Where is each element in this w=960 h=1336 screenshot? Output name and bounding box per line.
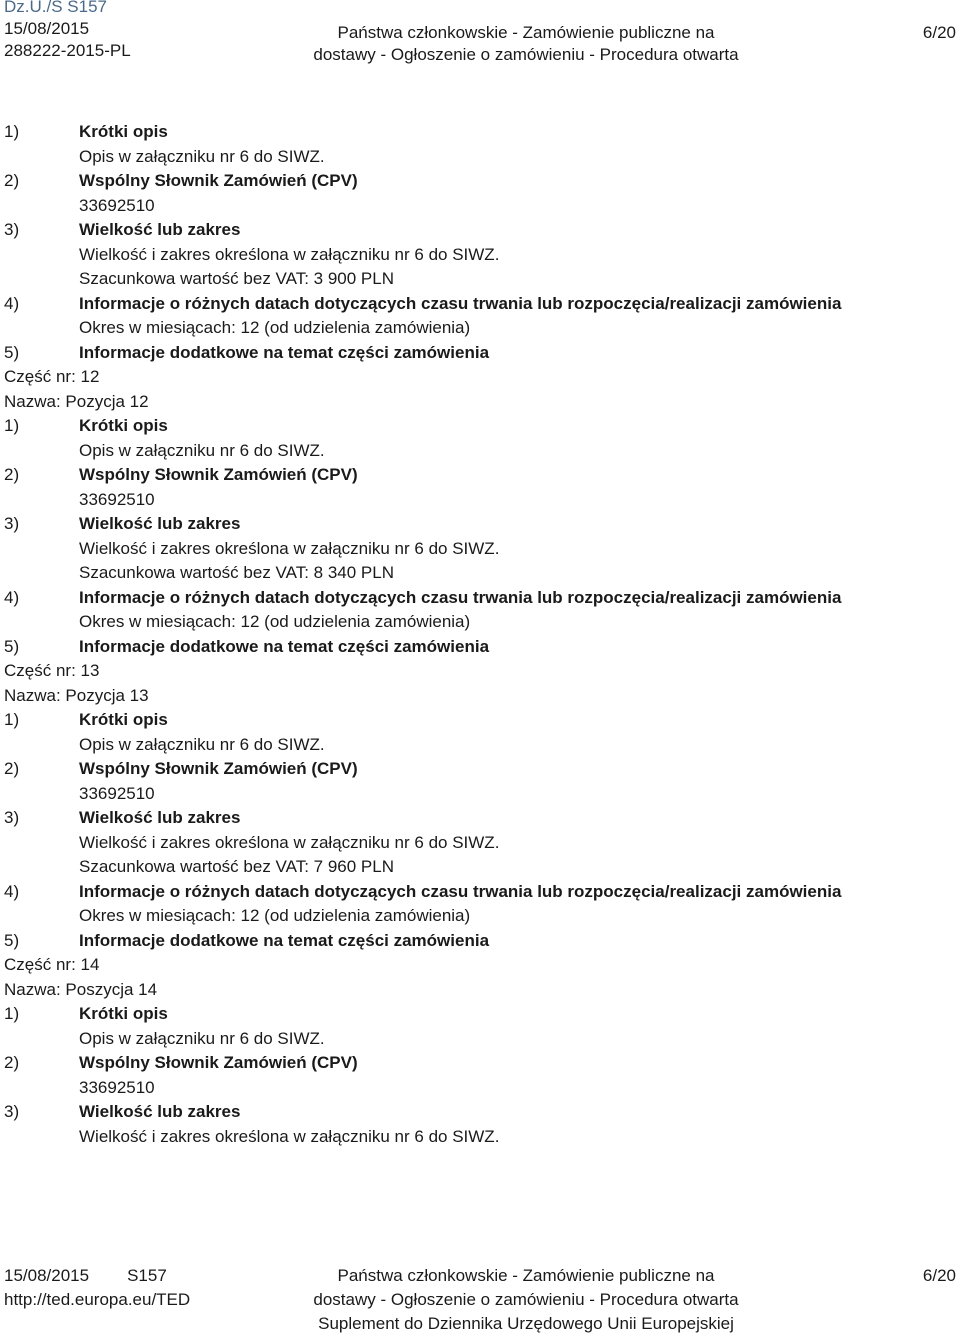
item-heading: Informacje dodatkowe na temat części zamówienia (79, 636, 490, 656)
text-line (4, 684, 954, 709)
item-value: Wielkość i zakres określona w załączniku nr 6 do SIWZ. (79, 538, 500, 558)
text-line (4, 439, 954, 464)
text-line (4, 561, 954, 586)
item-value: 33692510 (79, 489, 155, 509)
item-heading: Informacje dodatkowe na temat części zamówienia (79, 930, 490, 950)
item-value: Opis w załączniku nr 6 do SIWZ. (79, 734, 325, 754)
text-line (4, 610, 954, 635)
item-number: 3) (4, 514, 20, 533)
text-line (4, 414, 954, 439)
item-number: 5) (4, 930, 20, 950)
text-line (4, 365, 954, 390)
text-line (4, 341, 954, 366)
item-heading: Wspólny Słownik Zamówień (CPV) (79, 759, 358, 778)
text-line (4, 463, 954, 488)
text-line (4, 855, 954, 880)
item-value: Okres w miesiącach: 12 (od udzielenia zamówienia) (79, 318, 471, 337)
text-line (4, 120, 954, 145)
item-number: 3) (4, 220, 20, 239)
header-left (4, 0, 131, 62)
item-number: 1) (4, 122, 20, 141)
oj-reference: Dz.U./S S157 (4, 0, 107, 16)
text-line (4, 194, 954, 219)
item-value: Okres w miesiącach: 12 (od udzielenia zamówienia) (79, 906, 471, 925)
section-label: Nazwa: Pozycja 13 (4, 685, 149, 705)
section-label: Nazwa: Pozycja 12 (4, 391, 149, 411)
item-heading: Wspólny Słownik Zamówień (CPV) (79, 171, 358, 190)
section-label: Nazwa: Poszycja 14 (4, 979, 158, 999)
item-number: 4) (4, 587, 20, 607)
text-line (4, 1027, 954, 1052)
item-number: 2) (4, 465, 20, 484)
text-line (4, 757, 954, 782)
item-value: Wielkość i zakres określona w załączniku nr 6 do SIWZ. (79, 832, 500, 852)
item-heading: Krótki opis (79, 710, 168, 729)
item-value: Opis w załączniku nr 6 do SIWZ. (79, 146, 325, 166)
item-value: Szacunkowa wartość bez VAT: 7 960 PLN (79, 857, 394, 876)
footer-title (300, 1264, 752, 1336)
section-label: Część nr: 12 (4, 367, 100, 386)
text-line (4, 904, 954, 929)
header-title-line1: Państwa członkowskie - Zamówienie publiczne na (337, 23, 715, 42)
page-header (0, 0, 960, 70)
text-line (4, 831, 954, 856)
text-line (4, 635, 954, 660)
text-line (4, 1125, 954, 1150)
text-line (4, 316, 954, 341)
item-value: 33692510 (79, 195, 155, 215)
item-number: 2) (4, 1053, 20, 1072)
item-heading: Wielkość lub zakres (79, 514, 241, 533)
item-number: 2) (4, 759, 20, 778)
header-title-line2: dostawy - Ogłoszenie o zamówieniu - Procedura otwarta (313, 45, 739, 64)
text-line (4, 880, 954, 905)
text-line (4, 1100, 954, 1125)
text-line (4, 1076, 954, 1101)
item-heading: Krótki opis (79, 122, 168, 141)
text-line (4, 169, 954, 194)
item-value: Okres w miesiącach: 12 (od udzielenia zamówienia) (79, 612, 471, 631)
footer-title-line1: Państwa członkowskie - Zamówienie publiczne na (337, 1266, 715, 1285)
page-footer (0, 1264, 960, 1334)
text-line (4, 488, 954, 513)
text-line (4, 806, 954, 831)
text-line (4, 733, 954, 758)
text-line (4, 708, 954, 733)
item-number: 1) (4, 1004, 20, 1023)
footer-series: S157 (127, 1266, 167, 1285)
text-line (4, 1002, 954, 1027)
item-number: 1) (4, 710, 20, 729)
item-number: 3) (4, 808, 20, 827)
text-line (4, 243, 954, 268)
header-doc-number: 288222-2015-PL (4, 41, 131, 60)
text-line (4, 292, 954, 317)
item-value: Szacunkowa wartość bez VAT: 3 900 PLN (79, 269, 394, 288)
text-line (4, 218, 954, 243)
item-heading: Krótki opis (79, 416, 168, 435)
document-body (4, 120, 954, 1149)
text-line (4, 659, 954, 684)
item-heading: Krótki opis (79, 1004, 168, 1023)
text-line (4, 929, 954, 954)
text-line (4, 978, 954, 1003)
item-value: Wielkość i zakres określona w załączniku nr 6 do SIWZ. (79, 1126, 500, 1146)
item-value: Opis w załączniku nr 6 do SIWZ. (79, 1028, 325, 1048)
item-heading: Wspólny Słownik Zamówień (CPV) (79, 1053, 358, 1072)
item-number: 5) (4, 636, 20, 656)
item-number: 5) (4, 342, 20, 362)
item-heading: Wielkość lub zakres (79, 808, 241, 827)
text-line (4, 782, 954, 807)
text-line (4, 1051, 954, 1076)
footer-title-line2: dostawy - Ogłoszenie o zamówieniu - Procedura otwarta (313, 1290, 739, 1309)
item-value: 33692510 (79, 783, 155, 803)
item-heading: Wielkość lub zakres (79, 220, 241, 239)
text-line (4, 537, 954, 562)
item-number: 1) (4, 416, 20, 435)
text-line (4, 586, 954, 611)
item-heading: Wspólny Słownik Zamówień (CPV) (79, 465, 358, 484)
item-number: 2) (4, 171, 20, 190)
item-heading: Informacje o różnych datach dotyczących czasu trwania lub rozpoczęcia/realizacji zamówienia (79, 293, 842, 313)
header-page-number: 6/20 (922, 23, 956, 42)
item-number: 4) (4, 881, 20, 901)
header-date: 15/08/2015 (4, 19, 90, 38)
item-value: Wielkość i zakres określona w załączniku nr 6 do SIWZ. (79, 244, 500, 264)
footer-url[interactable]: http://ted.europa.eu/TED (4, 1290, 191, 1309)
footer-title-line3: Suplement do Dziennika Urzędowego Unii Europejskiej (318, 1314, 734, 1333)
item-value: Szacunkowa wartość bez VAT: 8 340 PLN (79, 563, 394, 582)
item-heading: Informacje o różnych datach dotyczących czasu trwania lub rozpoczęcia/realizacji zamówienia (79, 881, 842, 901)
item-heading: Informacje dodatkowe na temat części zamówienia (79, 342, 490, 362)
text-line (4, 512, 954, 537)
footer-date: 15/08/2015 (4, 1266, 90, 1285)
section-label: Część nr: 14 (4, 955, 100, 974)
item-value: Opis w załączniku nr 6 do SIWZ. (79, 440, 325, 460)
text-line (4, 953, 954, 978)
item-number: 3) (4, 1102, 20, 1121)
item-heading: Wielkość lub zakres (79, 1102, 241, 1121)
text-line (4, 390, 954, 415)
footer-left (4, 1264, 190, 1312)
item-number: 4) (4, 293, 20, 313)
header-title (300, 22, 752, 66)
item-heading: Informacje o różnych datach dotyczących czasu trwania lub rozpoczęcia/realizacji zamówienia (79, 587, 842, 607)
section-label: Część nr: 13 (4, 661, 100, 680)
text-line (4, 145, 954, 170)
footer-page-number: 6/20 (922, 1266, 956, 1285)
text-line (4, 267, 954, 292)
item-value: 33692510 (79, 1077, 155, 1097)
